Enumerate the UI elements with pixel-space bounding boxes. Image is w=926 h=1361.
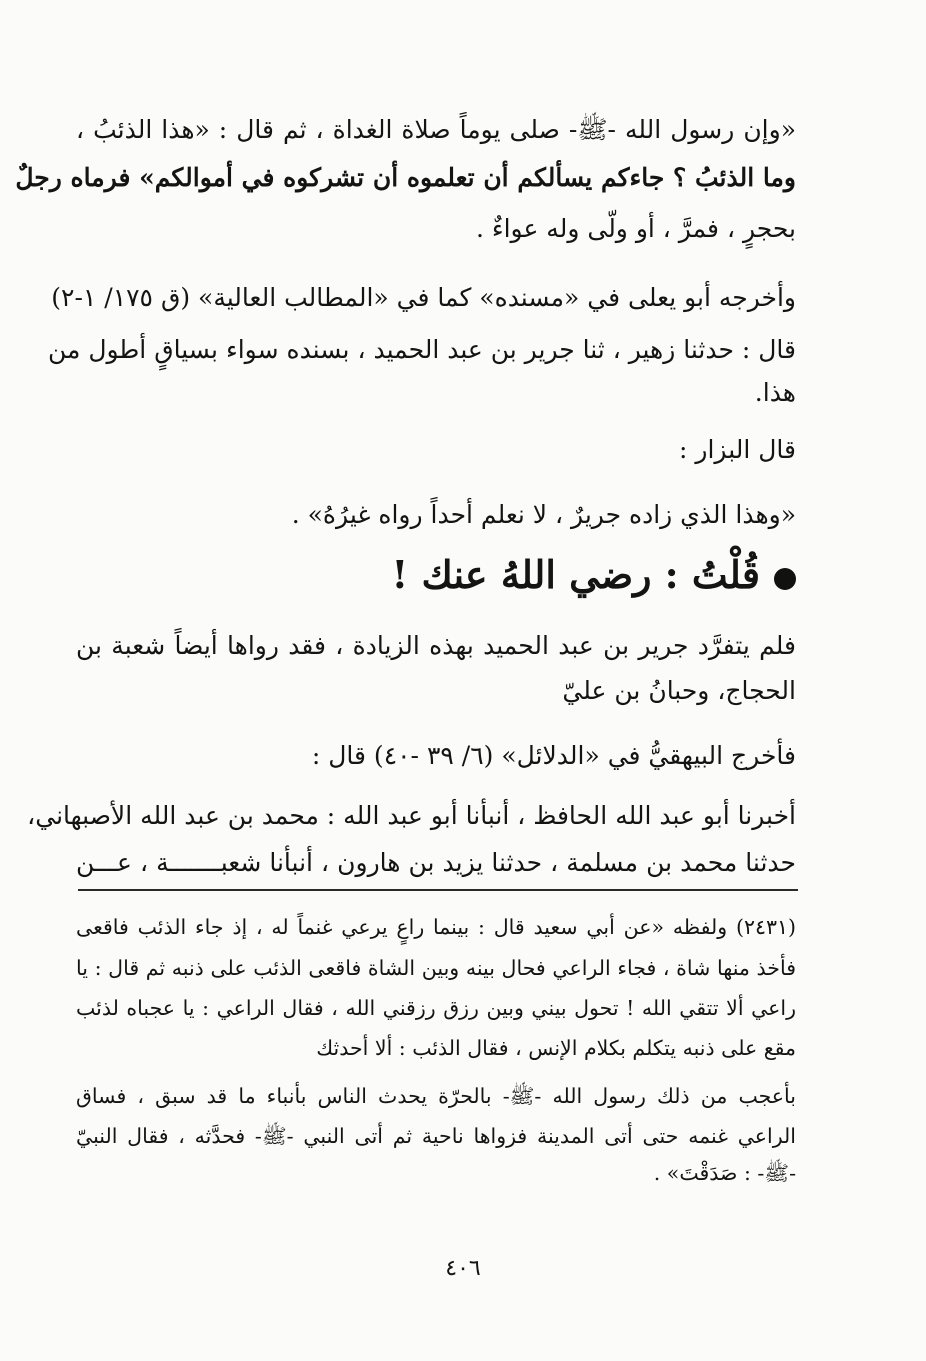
text-line: الحجاج، وحبانُ بن عليّ (562, 676, 796, 705)
footnote-line: الراعي غنمه حتى أتى المدينة فزواها ناحية ثم أتى النبي -ﷺ- فحدَّثه ، فقال النبيّ (76, 1124, 796, 1148)
text-line: قال : حدثنا زهير ، ثنا جرير بن عبد الحميد ، بسنده سواء بسياقٍ أطول من (47, 335, 796, 364)
text-line: فأخرج البيهقيُّ في «الدلائل» (٦/ ٣٩ -٤٠) قال : (311, 741, 796, 770)
footnote-line: راعي ألا تتقي الله ! تحول بيني وبين رزق رزقني الله ، فقال الراعي : يا عجباه لذئب (76, 996, 796, 1020)
footnote-line: (٢٤٣١) ولفظه «عن أبي سعيد قال : بينما راعٍ يرعي غنماً له ، إذ جاء الذئب فاقعى (76, 915, 796, 939)
heading-text: قُلْتُ : رضي اللهُ عنك ! (391, 552, 760, 597)
footnote-line: بأعجب من ذلك رسول الله -ﷺ- بالحرّة يحدث الناس بأنباء ما قد سبق ، فساق (76, 1084, 796, 1108)
text-line: بحجرٍ ، فمرَّ ، أو ولّى وله عواءٌ . (475, 214, 796, 243)
section-heading (76, 550, 796, 600)
text-line: فلم يتفرَّد جرير بن عبد الحميد بهذه الزيادة ، فقد رواها أيضاً شعبة بن (76, 631, 796, 660)
page-number: ٤٠٦ (445, 1256, 481, 1281)
text-line: وأخرجه أبو يعلى في «مسنده» كما في «المطالب العالية» (ق ١٧٥/ ١-٢) (51, 283, 796, 312)
text-line: حدثنا محمد بن مسلمة ، حدثنا يزيد بن هارون ، أنبأنا شعبـــــــة ، عـــن (76, 848, 796, 877)
text-line: قال البزار : (679, 435, 796, 464)
footnote-divider (78, 889, 798, 891)
footnote-line: فأخذ منها شاة ، فجاء الراعي فحال بينه وبين الشاة فاقعى الذئب على ذنبه ثم قال : يا (76, 956, 796, 980)
text-line: «وإن رسول الله -ﷺ- صلى يوماً صلاة الغداة ، ثم قال : «هذا الذئبُ ، (76, 115, 796, 144)
footnote-line: -ﷺ- : صَدَقْتَ» . (653, 1161, 796, 1185)
text-line: أخبرنا أبو عبد الله الحافظ ، أنبأنا أبو عبد الله : محمد بن عبد الله الأصبهاني، (27, 801, 796, 830)
footnote-line: مقع على ذنبه يتكلم بكلام الإنس ، فقال الذئب : ألا أحدثك (316, 1036, 796, 1060)
text-line: وما الذئبُ ؟ جاءكم يسألكم أن تعلموه أن تشركوه في أموالكم» فرماه رجلٌ (15, 163, 796, 192)
bullet-icon (774, 568, 796, 590)
text-line: هذا. (754, 378, 796, 407)
quote-line: «وهذا الذي زاده جريرٌ ، لا نعلم أحداً رواه غيرُهُ» . (291, 500, 796, 529)
